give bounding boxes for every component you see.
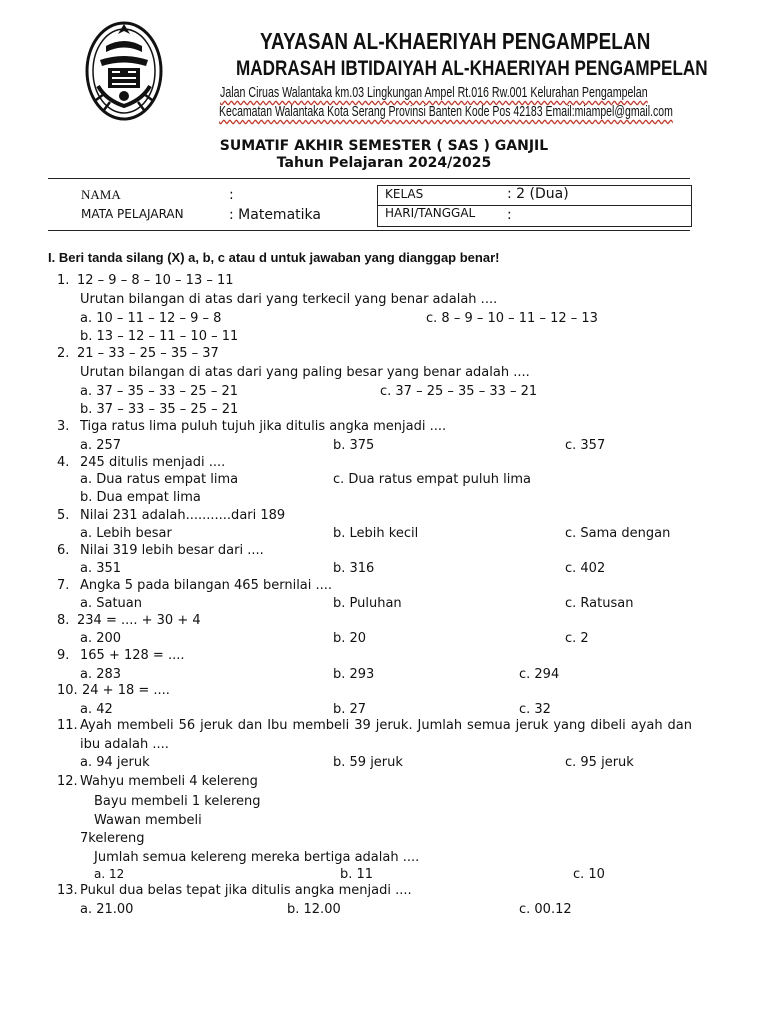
q10-option-b[interactable]: b. 27 (333, 702, 367, 717)
hari-value: : (507, 207, 512, 223)
q11-option-b[interactable]: b. 59 jeruk (333, 755, 403, 770)
q5-text: Nilai 231 adalah...........dari 189 (80, 508, 286, 523)
q12-option-c[interactable]: c. 10 (573, 867, 605, 882)
exam-title: SUMATIF AKHIR SEMESTER ( SAS ) GANJIL (219, 138, 549, 154)
q6-text: Nilai 319 lebih besar dari .... (80, 543, 264, 558)
q10-option-c[interactable]: c. 32 (519, 702, 551, 717)
q13-option-c[interactable]: c. 00.12 (519, 902, 572, 917)
q2-option-a[interactable]: a. 37 – 35 – 33 – 25 – 21 (80, 384, 238, 399)
q8-option-b[interactable]: b. 20 (333, 631, 367, 646)
q12-prompt: Jumlah semua kelereng mereka bertiga adalah .... (94, 850, 420, 865)
q12-text: Wahyu membeli 4 kelereng (80, 774, 258, 789)
q5-option-c[interactable]: c. Sama dengan (565, 526, 671, 541)
q13-number: 13. (57, 883, 78, 898)
q8-number: 8. (57, 613, 70, 628)
kelas-value: : 2 (Dua) (507, 186, 569, 202)
q6-option-a[interactable]: a. 351 (80, 561, 122, 576)
mapel-label: MATA PELAJARAN (81, 207, 184, 221)
nama-colon: : (229, 187, 234, 203)
school-name: MADRASAH IBTIDAIYAH AL-KHAERIYAH PENGAMPELAN (236, 57, 708, 80)
q6-option-b[interactable]: b. 316 (333, 561, 375, 576)
q12-line-2: Bayu membeli 1 kelereng (94, 794, 261, 809)
q12-line-3: Wawan membeli (94, 813, 202, 828)
q5-option-a[interactable]: a. Lebih besar (80, 526, 172, 541)
q3-option-c[interactable]: c. 357 (565, 438, 606, 453)
q9-option-c[interactable]: c. 294 (519, 667, 560, 682)
q9-option-a[interactable]: a. 283 (80, 667, 122, 682)
q3-option-a[interactable]: a. 257 (80, 438, 122, 453)
q5-number: 5. (57, 508, 70, 523)
q2-text: 21 – 33 – 25 – 35 – 37 (77, 346, 219, 361)
q4-text: 245 ditulis menjadi .... (80, 455, 226, 470)
q10-text: 24 + 18 = .... (82, 683, 170, 698)
q2-option-b[interactable]: b. 37 – 33 – 35 – 25 – 21 (80, 402, 239, 417)
q9-number: 9. (57, 648, 70, 663)
q1-option-a[interactable]: a. 10 – 11 – 12 – 9 – 8 (80, 311, 222, 326)
school-logo (84, 16, 164, 122)
q12-option-b[interactable]: b. 11 (340, 867, 374, 882)
q7-text: Angka 5 pada bilangan 465 bernilai .... (80, 578, 333, 593)
q3-text: Tiga ratus lima puluh tujuh jika ditulis angka menjadi .... (80, 419, 447, 434)
q1-number: 1. (57, 273, 70, 288)
q2-number: 2. (57, 346, 70, 361)
q10-option-a[interactable]: a. 42 (80, 702, 113, 717)
nama-label: NAMA (81, 187, 121, 202)
mapel-value: : Matematika (229, 207, 321, 223)
q2-option-c[interactable]: c. 37 – 25 – 35 – 33 – 21 (380, 384, 538, 399)
q7-option-c[interactable]: c. Ratusan (565, 596, 634, 611)
q4-option-b[interactable]: b. Dua empat lima (80, 490, 201, 505)
q13-option-a[interactable]: a. 21.00 (80, 902, 134, 917)
q8-option-a[interactable]: a. 200 (80, 631, 122, 646)
q7-option-b[interactable]: b. Puluhan (333, 596, 402, 611)
q9-text: 165 + 128 = .... (80, 648, 185, 663)
exam-year: Tahun Pelajaran 2024/2025 (276, 155, 492, 171)
q12-line-4: 7kelereng (80, 831, 145, 846)
kelas-label: KELAS (385, 187, 424, 201)
q4-option-a[interactable]: a. Dua ratus empat lima (80, 472, 239, 487)
q11-text-continued: ibu adalah .... (80, 737, 169, 752)
q7-number: 7. (57, 578, 70, 593)
q1-option-c[interactable]: c. 8 – 9 – 10 – 11 – 12 – 13 (426, 311, 598, 326)
q8-text: 234 = .... + 30 + 4 (77, 613, 201, 628)
q1-prompt: Urutan bilangan di atas dari yang terkecil yang benar adalah .... (80, 292, 498, 307)
school-address-line-2: Kecamatan Walantaka Kota Serang Provinsi Banten Kode Pos 42183 Email:miampel@gmail.com (219, 103, 673, 120)
instruction: I. Beri tanda silang (X) a, b, c atau d untuk jawaban yang dianggap benar! (48, 250, 500, 265)
q11-number: 11. (57, 718, 78, 733)
q6-option-c[interactable]: c. 402 (565, 561, 606, 576)
q1-option-b[interactable]: b. 13 – 12 – 11 – 10 – 11 (80, 329, 239, 344)
q4-number: 4. (57, 455, 70, 470)
foundation-name: YAYASAN AL-KHAERIYAH PENGAMPELAN (260, 28, 651, 54)
q1-text: 12 – 9 – 8 – 10 – 13 – 11 (77, 273, 234, 288)
q11-option-a[interactable]: a. 94 jeruk (80, 755, 150, 770)
q5-option-b[interactable]: b. Lebih kecil (333, 526, 419, 541)
q12-option-a[interactable]: a. 12 (94, 867, 125, 881)
q3-option-b[interactable]: b. 375 (333, 438, 375, 453)
q11-text: Ayah membeli 56 jeruk dan Ibu membeli 39 jeruk. Jumlah semua jeruk yang dibeli ayah dan (80, 718, 692, 733)
q13-option-b[interactable]: b. 12.00 (287, 902, 341, 917)
hari-label: HARI/TANGGAL (385, 206, 476, 220)
q3-number: 3. (57, 419, 70, 434)
q10-number: 10. (57, 683, 78, 698)
school-address-line-1: Jalan Ciruas Walantaka km.03 Lingkungan Ampel Rt.016 Rw.001 Kelurahan Pengampelan (220, 84, 648, 101)
divider-top (48, 178, 690, 179)
q11-option-c[interactable]: c. 95 jeruk (565, 755, 634, 770)
q4-option-c[interactable]: c. Dua ratus empat puluh lima (333, 472, 531, 487)
divider-bottom (48, 230, 690, 231)
q9-option-b[interactable]: b. 293 (333, 667, 375, 682)
q13-text: Pukul dua belas tepat jika ditulis angka menjadi .... (80, 883, 412, 898)
q2-prompt: Urutan bilangan di atas dari yang paling besar yang benar adalah .... (80, 365, 530, 380)
q8-option-c[interactable]: c. 2 (565, 631, 589, 646)
q6-number: 6. (57, 543, 70, 558)
q12-number: 12. (57, 774, 78, 789)
q7-option-a[interactable]: a. Satuan (80, 596, 142, 611)
